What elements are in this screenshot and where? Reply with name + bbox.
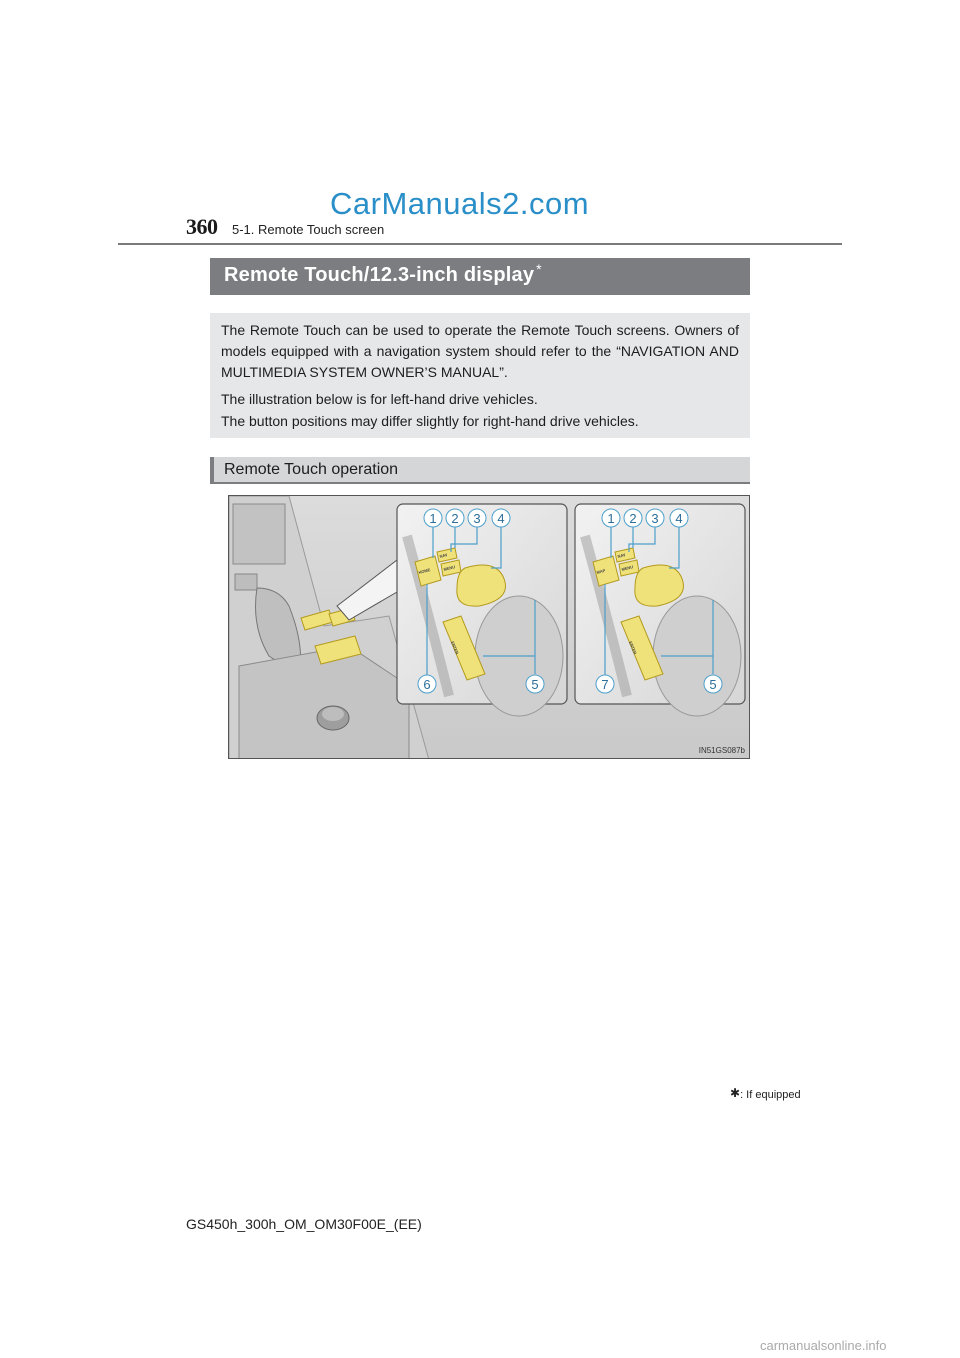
intro-paragraph: The Remote Touch can be used to operate the Remote Touch screens. Owners of models equipped with a navigation system should refer to the “NAVIGATION AND MULTIMEDIA SYSTEM OWNER’S MANUAL”. [221,322,739,380]
footnote [730,1087,801,1101]
svg-text:4: 4 [497,511,505,526]
callout-5-left [526,675,544,693]
dial-knob-top [322,707,344,721]
intro-paragraph: The button positions may differ slightly for right-hand drive vehicles. [221,413,639,429]
subheading [210,457,750,484]
svg-text:7: 7 [601,677,609,692]
page-title: Remote Touch/12.3-inch display * [224,261,542,286]
callout-4-right [670,509,688,527]
figure-code: IN51GS087b [698,746,745,755]
svg-text:1: 1 [607,511,615,526]
svg-text:2: 2 [629,511,637,526]
footer-watermark[interactable]: carmanualsonline.info [760,1338,887,1353]
callout-7-right [596,675,614,693]
callout-1-right [602,509,620,527]
watermark-logo[interactable]: CarManuals2.com [330,186,590,221]
footnote-text: : If equipped [740,1089,801,1101]
dash-panel [233,504,285,564]
callout-2-left [446,509,464,527]
nav-label: NAV [616,552,627,559]
intro-box [210,313,750,438]
svg-text:3: 3 [473,511,481,526]
map-label: MAP [595,567,606,575]
vent-switch [235,574,257,590]
callout-4-left [492,509,510,527]
callout-3-left [468,509,486,527]
subheading-label: Remote Touch operation [224,461,399,478]
menu-label: MENU [620,564,634,572]
callout-5-right [704,675,722,693]
asterisk-mark: * [536,261,542,277]
section-title: 5-1. Remote Touch screen [232,222,385,237]
svg-text:5: 5 [709,677,717,692]
callout-2-right [624,509,642,527]
svg-text:2: 2 [451,511,459,526]
svg-text:3: 3 [651,511,659,526]
asterisk-icon: ✱ [730,1086,741,1100]
page-number: 360 [186,214,218,239]
svg-text:4: 4 [675,511,683,526]
page-title-bar [210,258,750,295]
illustration-svg [229,496,750,759]
callout-1-left [424,509,442,527]
svg-text:5: 5 [531,677,539,692]
svg-text:6: 6 [423,677,431,692]
intro-paragraph: The illustration below is for left-hand drive vehicles. [221,391,538,407]
nav-label: NAV [438,552,449,559]
enter-label: ENTER [628,640,638,655]
svg-text:1: 1 [429,511,437,526]
home-label: HOME [417,567,431,575]
callout-3-right [646,509,664,527]
remote-touch-illustration [228,495,750,759]
document-code: GS450h_300h_OM_OM30F00E_(EE) [186,1216,422,1232]
callout-6-left [418,675,436,693]
header-divider [118,243,842,245]
enter-label: ENTER [450,640,460,655]
menu-label: MENU [442,564,456,572]
